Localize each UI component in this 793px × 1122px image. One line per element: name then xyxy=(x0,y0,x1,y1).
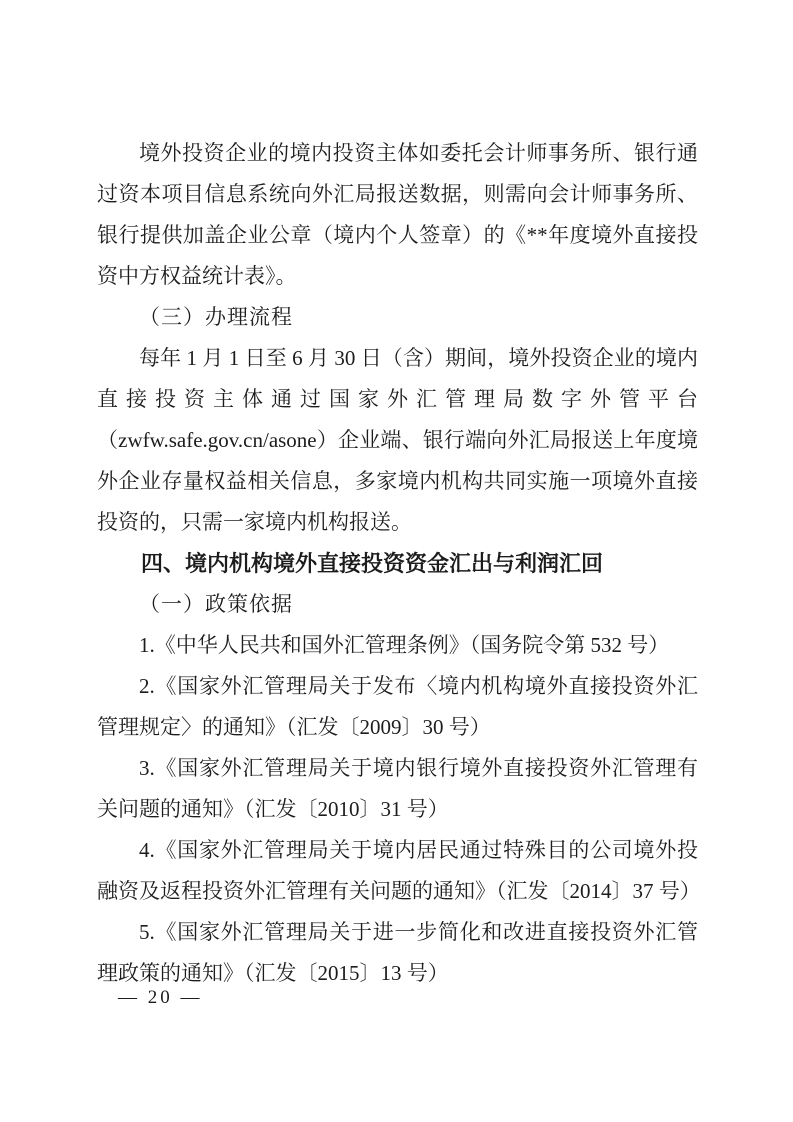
document-body xyxy=(97,133,701,994)
page-number: — 20 — xyxy=(118,987,203,1008)
subheading-policy-basis: （一）政策依据 xyxy=(139,592,293,616)
policy-list-item-5: 5.《国家外汇管理局关于进一步简化和改进直接投资外汇管理政策的通知》（汇发〔2015〕13 号） xyxy=(97,920,698,985)
body-paragraph-statistics-table: 境外投资企业的境内投资主体如委托会计师事务所、银行通过资本项目信息系统向外汇局报送数据，则需向会计师事务所、银行提供加盖企业公章（境内个人签章）的《**年度境外直接投资中方权益统计表》。 xyxy=(97,141,698,288)
policy-list-item-4: 4.《国家外汇管理局关于境内居民通过特殊目的公司境外投融资及返程投资外汇管理有关问题的通知》（汇发〔2014〕37 号） xyxy=(97,838,701,903)
subheading-handling-process: （三）办理流程 xyxy=(139,305,293,329)
policy-list-item-1: 1.《中华人民共和国外汇管理条例》（国务院令第 532 号） xyxy=(139,633,670,657)
policy-list-item-3: 3.《国家外汇管理局关于境内银行境外直接投资外汇管理有关问题的通知》（汇发〔2010〕31 号） xyxy=(97,756,698,821)
section-heading-funds-remittance: 四、境内机构境外直接投资资金汇出与利润汇回 xyxy=(141,551,604,576)
body-paragraph-reporting-period: 每年 1 月 1 日至 6 月 30 日（含）期间，境外投资企业的境内直接投资主体通过国家外汇管理局数字外管平台（zwfw.safe.gov.cn/asone）企业端、银行端向外汇局报送上年度境外企业存量权益相关信息，多家境内机构共同实施一项境外直接投资的，只需一家境内机构报送。 xyxy=(97,346,698,534)
policy-list-item-2: 2.《国家外汇管理局关于发布〈境内机构境外直接投资外汇管理规定〉的通知》（汇发〔2009〕30 号） xyxy=(97,674,698,739)
